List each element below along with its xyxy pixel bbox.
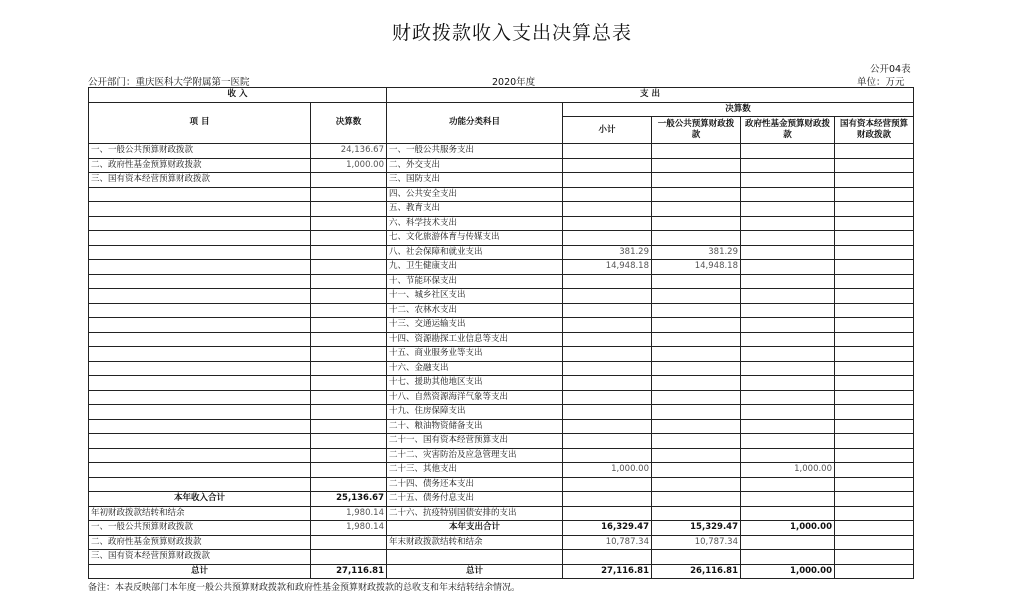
- subtotal-cell: 14,948.18: [563, 260, 652, 275]
- gov-fund-cell: 1,000.00: [741, 564, 835, 579]
- subtotal-cell: [563, 303, 652, 318]
- state-capital-cell: [835, 376, 914, 391]
- state-capital-cell: [835, 390, 914, 405]
- expense-item-cell: 二十一、国有资本经营预算支出: [387, 434, 563, 449]
- income-amount-cell: [311, 550, 387, 565]
- subtotal-cell: [563, 477, 652, 492]
- general-budget-cell: [652, 216, 741, 231]
- income-amount-cell: [311, 463, 387, 478]
- subtotal-cell: [563, 158, 652, 173]
- general-budget-cell: [652, 463, 741, 478]
- expense-item-cell: 本年支出合计: [387, 521, 563, 536]
- general-budget-cell: [652, 202, 741, 217]
- general-budget-cell: [652, 361, 741, 376]
- income-item-cell: 三、国有资本经营预算财政拨款: [89, 550, 311, 565]
- income-amount-cell: 27,116.81: [311, 564, 387, 579]
- general-budget-cell: [652, 492, 741, 507]
- gov-fund-cell: [741, 260, 835, 275]
- table-row: [89, 260, 914, 275]
- subtotal-cell: [563, 289, 652, 304]
- state-capital-cell: [835, 202, 914, 217]
- expense-item-cell: 十、节能环保支出: [387, 274, 563, 289]
- income-amount-cell: 24,136.67: [311, 144, 387, 159]
- gov-fund-cell: [741, 274, 835, 289]
- state-capital-cell: [835, 448, 914, 463]
- expense-item-cell: 十五、商业服务业等支出: [387, 347, 563, 362]
- state-capital-cell: [835, 535, 914, 550]
- gov-fund-cell: [741, 419, 835, 434]
- subtotal-cell: [563, 434, 652, 449]
- general-budget-cell: [652, 158, 741, 173]
- general-budget-cell: 15,329.47: [652, 521, 741, 536]
- subtotal-header: 小计: [563, 117, 652, 144]
- general-budget-header: 一般公共预算财政拨款: [652, 117, 741, 144]
- state-capital-cell: [835, 405, 914, 420]
- income-item-cell: 本年收入合计: [89, 492, 311, 507]
- gov-fund-cell: [741, 144, 835, 159]
- general-budget-cell: [652, 332, 741, 347]
- income-item-cell: [89, 361, 311, 376]
- income-item-cell: [89, 347, 311, 362]
- gov-fund-cell: [741, 245, 835, 260]
- income-item-cell: 一、一般公共预算财政拨款: [89, 144, 311, 159]
- state-capital-cell: [835, 506, 914, 521]
- income-amount-cell: 25,136.67: [311, 492, 387, 507]
- form-code: 公开04表: [870, 64, 911, 75]
- state-capital-cell: [835, 419, 914, 434]
- state-capital-cell: [835, 144, 914, 159]
- page-title: 财政拨款收入支出决算总表: [391, 22, 632, 44]
- table-row: [89, 289, 914, 304]
- gov-fund-cell: 1,000.00: [741, 463, 835, 478]
- expense-item-cell: 十一、城乡社区支出: [387, 289, 563, 304]
- income-amount-cell: [311, 390, 387, 405]
- subtotal-cell: [563, 318, 652, 333]
- table-row: [89, 216, 914, 231]
- income-amount-cell: [311, 419, 387, 434]
- gov-fund-cell: [741, 492, 835, 507]
- gov-fund-cell: [741, 173, 835, 188]
- income-amount-cell: [311, 245, 387, 260]
- income-item-cell: [89, 202, 311, 217]
- general-budget-cell: [652, 303, 741, 318]
- gov-fund-cell: [741, 550, 835, 565]
- gov-fund-cell: [741, 477, 835, 492]
- income-amount-cell: [311, 260, 387, 275]
- table-row: [89, 332, 914, 347]
- table-row: [89, 245, 914, 260]
- general-budget-cell: [652, 390, 741, 405]
- state-capital-cell: [835, 173, 914, 188]
- subtotal-cell: [563, 405, 652, 420]
- income-amount-cell: [311, 289, 387, 304]
- state-capital-cell: [835, 289, 914, 304]
- table-row: [89, 463, 914, 478]
- gov-fund-cell: [741, 231, 835, 246]
- state-capital-cell: [835, 303, 914, 318]
- footnote: 备注：本表反映部门本年度一般公共预算财政拨款和政府性基金预算财政拨款的总收支和年末结转结余情况。: [88, 583, 521, 593]
- income-amount-cell: [311, 187, 387, 202]
- income-item-cell: 总计: [89, 564, 311, 579]
- subtotal-cell: [563, 550, 652, 565]
- expense-item-cell: 八、社会保障和就业支出: [387, 245, 563, 260]
- income-amount-cell: [311, 376, 387, 391]
- gov-fund-cell: [741, 390, 835, 405]
- expense-item-cell: 五、教育支出: [387, 202, 563, 217]
- table-row: [89, 521, 914, 536]
- income-item-cell: [89, 448, 311, 463]
- income-amount-cell: [311, 303, 387, 318]
- income-item-cell: [89, 216, 311, 231]
- expense-item-cell: [387, 550, 563, 565]
- expense-item-cell: 十八、自然资源海洋气象等支出: [387, 390, 563, 405]
- income-item-cell: [89, 289, 311, 304]
- subtotal-cell: [563, 144, 652, 159]
- table-row: [89, 419, 914, 434]
- table-row: [89, 506, 914, 521]
- subtotal-cell: [563, 231, 652, 246]
- income-amount-cell: [311, 216, 387, 231]
- subtotal-cell: [563, 332, 652, 347]
- subtotal-cell: [563, 202, 652, 217]
- table-row: [89, 361, 914, 376]
- income-item-cell: 一、一般公共预算财政拨款: [89, 521, 311, 536]
- income-amount-cell: [311, 535, 387, 550]
- general-budget-cell: [652, 144, 741, 159]
- budget-table: [88, 87, 914, 579]
- general-budget-cell: [652, 405, 741, 420]
- table-row: [89, 187, 914, 202]
- unit-label: 单位：万元: [857, 77, 905, 88]
- state-capital-cell: [835, 347, 914, 362]
- state-capital-cell: [835, 216, 914, 231]
- state-capital-cell: [835, 274, 914, 289]
- table-row: [89, 303, 914, 318]
- state-capital-cell: [835, 361, 914, 376]
- table-row: [89, 231, 914, 246]
- subtotal-cell: 10,787.34: [563, 535, 652, 550]
- general-budget-cell: 381.29: [652, 245, 741, 260]
- table-row: [89, 448, 914, 463]
- gov-fund-cell: [741, 216, 835, 231]
- table-row: [89, 158, 914, 173]
- subtotal-cell: [563, 419, 652, 434]
- subtotal-cell: [563, 361, 652, 376]
- general-budget-cell: [652, 477, 741, 492]
- expense-item-cell: 十七、援助其他地区支出: [387, 376, 563, 391]
- general-budget-cell: [652, 173, 741, 188]
- general-budget-cell: 26,116.81: [652, 564, 741, 579]
- income-item-cell: [89, 332, 311, 347]
- expense-item-cell: 年末财政拨款结转和结余: [387, 535, 563, 550]
- income-amount-cell: [311, 434, 387, 449]
- gov-fund-cell: [741, 318, 835, 333]
- general-budget-cell: [652, 434, 741, 449]
- income-amount-cell: [311, 332, 387, 347]
- subtotal-cell: [563, 376, 652, 391]
- amount-header: 决算数: [311, 102, 387, 144]
- income-item-cell: [89, 463, 311, 478]
- income-item-cell: 二、政府性基金预算财政拨款: [89, 158, 311, 173]
- gov-fund-cell: [741, 361, 835, 376]
- gov-fund-cell: 1,000.00: [741, 521, 835, 536]
- income-item-cell: [89, 390, 311, 405]
- general-budget-cell: [652, 448, 741, 463]
- income-item-cell: [89, 405, 311, 420]
- general-budget-cell: [652, 376, 741, 391]
- income-amount-cell: [311, 173, 387, 188]
- income-amount-cell: [311, 347, 387, 362]
- general-budget-cell: [652, 231, 741, 246]
- table-row: [89, 564, 914, 579]
- gov-fund-cell: [741, 202, 835, 217]
- income-item-cell: [89, 274, 311, 289]
- department-label: 公开部门：重庆医科大学附属第一医院: [88, 77, 250, 88]
- expense-item-cell: 二十、粮油物资储备支出: [387, 419, 563, 434]
- state-capital-cell: [835, 477, 914, 492]
- income-amount-cell: [311, 405, 387, 420]
- subtotal-cell: [563, 187, 652, 202]
- table-row: [89, 347, 914, 362]
- final-amount-header: 决算数: [563, 102, 914, 117]
- subtotal-cell: 16,329.47: [563, 521, 652, 536]
- general-budget-cell: [652, 550, 741, 565]
- table-row: [89, 144, 914, 159]
- income-amount-cell: [311, 448, 387, 463]
- expense-item-cell: 七、文化旅游体育与传媒支出: [387, 231, 563, 246]
- subtotal-cell: 381.29: [563, 245, 652, 260]
- gov-fund-cell: [741, 332, 835, 347]
- table-row: [89, 405, 914, 420]
- income-item-cell: 年初财政拨款结转和结余: [89, 506, 311, 521]
- gov-fund-cell: [741, 289, 835, 304]
- table-row: [89, 202, 914, 217]
- gov-fund-cell: [741, 347, 835, 362]
- table-row: [89, 390, 914, 405]
- table-row: [89, 376, 914, 391]
- expense-item-cell: 二十二、灾害防治及应急管理支出: [387, 448, 563, 463]
- expense-item-cell: 九、卫生健康支出: [387, 260, 563, 275]
- income-item-cell: [89, 318, 311, 333]
- gov-fund-cell: [741, 187, 835, 202]
- income-item-cell: [89, 303, 311, 318]
- expense-item-cell: 二十三、其他支出: [387, 463, 563, 478]
- income-amount-cell: [311, 231, 387, 246]
- subtotal-cell: [563, 448, 652, 463]
- table-row: [89, 550, 914, 565]
- gov-fund-cell: [741, 535, 835, 550]
- state-capital-cell: [835, 492, 914, 507]
- subtotal-cell: [563, 390, 652, 405]
- expense-item-cell: 四、公共安全支出: [387, 187, 563, 202]
- general-budget-cell: [652, 289, 741, 304]
- state-capital-cell: [835, 521, 914, 536]
- general-budget-cell: [652, 274, 741, 289]
- income-amount-cell: [311, 477, 387, 492]
- state-capital-cell: [835, 550, 914, 565]
- state-capital-cell: [835, 260, 914, 275]
- item-header: 项 目: [89, 102, 311, 144]
- expense-item-cell: 总计: [387, 564, 563, 579]
- table-row: [89, 274, 914, 289]
- subtotal-cell: [563, 506, 652, 521]
- expense-item-cell: 三、国防支出: [387, 173, 563, 188]
- income-amount-cell: [311, 361, 387, 376]
- general-budget-cell: [652, 347, 741, 362]
- general-budget-cell: [652, 419, 741, 434]
- gov-fund-header: 政府性基金预算财政拨款: [741, 117, 835, 144]
- expense-item-cell: 十九、住房保障支出: [387, 405, 563, 420]
- income-amount-cell: [311, 274, 387, 289]
- func-category-header: 功能分类科目: [387, 102, 563, 144]
- expense-item-cell: 十四、资源勘探工业信息等支出: [387, 332, 563, 347]
- subtotal-cell: [563, 274, 652, 289]
- gov-fund-cell: [741, 448, 835, 463]
- expense-item-cell: 六、科学技术支出: [387, 216, 563, 231]
- expense-item-cell: 二十五、债务付息支出: [387, 492, 563, 507]
- general-budget-cell: [652, 318, 741, 333]
- expense-item-cell: 二十六、抗疫特别国债安排的支出: [387, 506, 563, 521]
- gov-fund-cell: [741, 405, 835, 420]
- state-capital-header: 国有资本经营预算财政拨款: [835, 117, 914, 144]
- income-item-cell: [89, 260, 311, 275]
- table-row: [89, 434, 914, 449]
- subtotal-cell: [563, 492, 652, 507]
- income-item-cell: 二、政府性基金预算财政拨款: [89, 535, 311, 550]
- income-item-cell: [89, 187, 311, 202]
- gov-fund-cell: [741, 376, 835, 391]
- subtotal-cell: 1,000.00: [563, 463, 652, 478]
- expense-item-cell: 十二、农林水支出: [387, 303, 563, 318]
- expense-item-cell: 二、外交支出: [387, 158, 563, 173]
- table-row: [89, 492, 914, 507]
- expense-item-cell: 十三、交通运输支出: [387, 318, 563, 333]
- state-capital-cell: [835, 158, 914, 173]
- state-capital-cell: [835, 318, 914, 333]
- general-budget-cell: 14,948.18: [652, 260, 741, 275]
- income-amount-cell: 1,980.14: [311, 506, 387, 521]
- state-capital-cell: [835, 231, 914, 246]
- gov-fund-cell: [741, 303, 835, 318]
- gov-fund-cell: [741, 434, 835, 449]
- income-item-cell: [89, 477, 311, 492]
- table-row: [89, 318, 914, 333]
- general-budget-cell: [652, 187, 741, 202]
- table-row: [89, 477, 914, 492]
- year-label: 2020年度: [492, 77, 536, 88]
- state-capital-cell: [835, 434, 914, 449]
- state-capital-cell: [835, 187, 914, 202]
- income-amount-cell: 1,980.14: [311, 521, 387, 536]
- state-capital-cell: [835, 245, 914, 260]
- income-amount-cell: [311, 318, 387, 333]
- income-amount-cell: 1,000.00: [311, 158, 387, 173]
- state-capital-cell: [835, 332, 914, 347]
- general-budget-cell: 10,787.34: [652, 535, 741, 550]
- expense-item-cell: 二十四、债务还本支出: [387, 477, 563, 492]
- gov-fund-cell: [741, 158, 835, 173]
- income-header: 收 入: [89, 88, 387, 103]
- gov-fund-cell: [741, 506, 835, 521]
- income-item-cell: [89, 231, 311, 246]
- expense-header: 支 出: [387, 88, 914, 103]
- state-capital-cell: [835, 463, 914, 478]
- income-item-cell: [89, 434, 311, 449]
- income-item-cell: [89, 376, 311, 391]
- expense-item-cell: 十六、金融支出: [387, 361, 563, 376]
- expense-item-cell: 一、一般公共服务支出: [387, 144, 563, 159]
- table-row: [89, 173, 914, 188]
- subtotal-cell: [563, 173, 652, 188]
- income-amount-cell: [311, 202, 387, 217]
- general-budget-cell: [652, 506, 741, 521]
- income-item-cell: 三、国有资本经营预算财政拨款: [89, 173, 311, 188]
- subtotal-cell: [563, 216, 652, 231]
- subtotal-cell: [563, 347, 652, 362]
- table-row: [89, 535, 914, 550]
- income-item-cell: [89, 245, 311, 260]
- subtotal-cell: 27,116.81: [563, 564, 652, 579]
- income-item-cell: [89, 419, 311, 434]
- state-capital-cell: [835, 564, 914, 579]
